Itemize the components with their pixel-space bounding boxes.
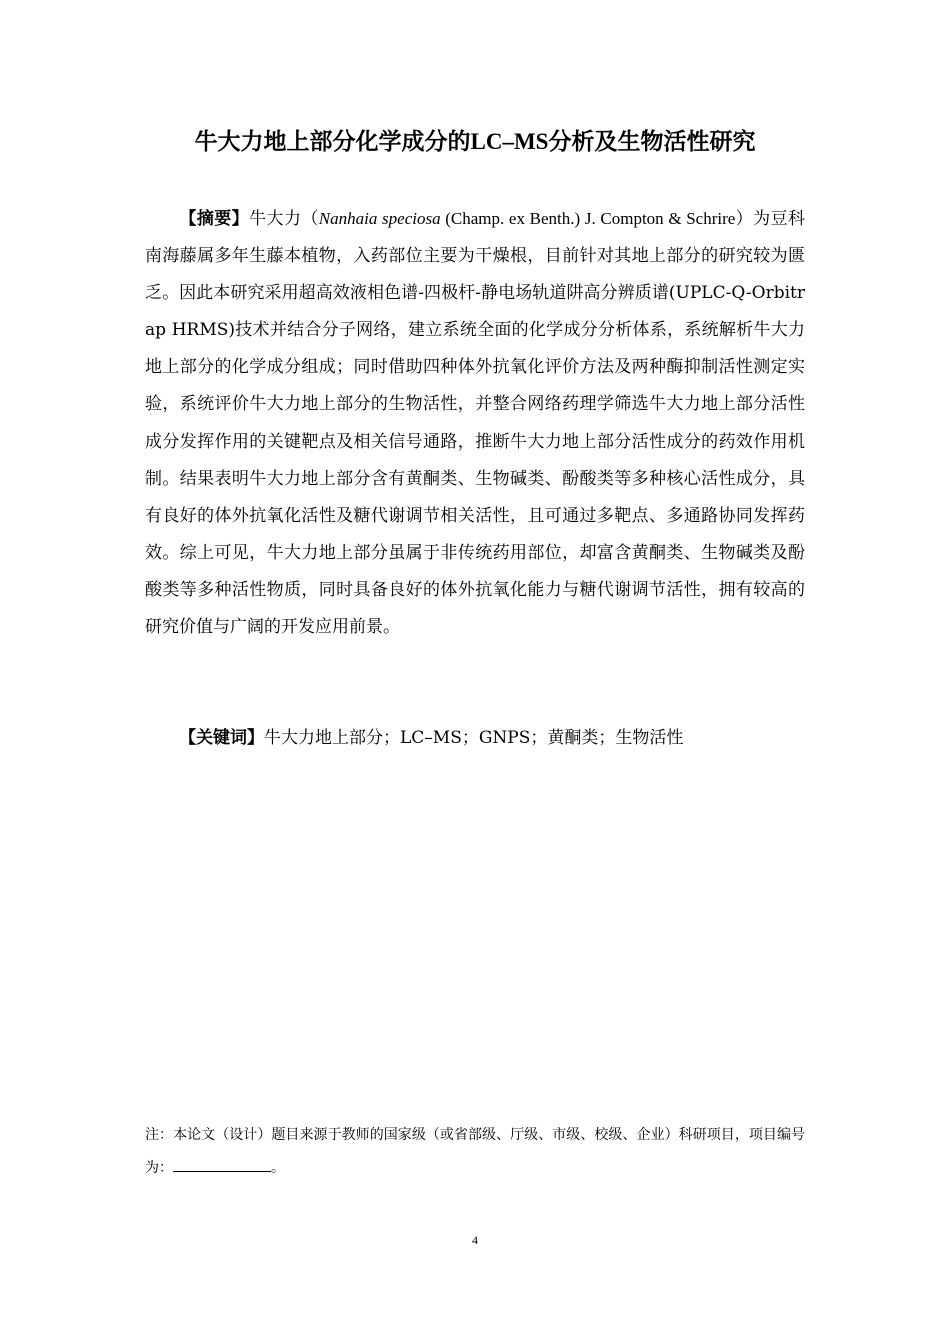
title-latin: LC–MS: [470, 129, 549, 154]
page-title: [0, 125, 950, 159]
abstract-text: ）为豆科南海藤属多年生藤本植物，入药部位主要为干燥根，目前针对其地上部分的研究较为匮乏。因此本研究采用超高效液相色谱-四极杆-静电场轨道阱高分辨质谱(UPLC-Q-Orbitrap HRMS)技术并结合分子网络，建立系统全面的化学成分分析体系，系统解析牛大力地上部分的化学成分组成；同时借助四种体外抗氧化评价方法及两种酶抑制活性测定实验，系统评价牛大力地上部分的生物活性，并整合网络药理学筛选牛大力地上部分活性成分发挥作用的关键靶点及相关信号通路，推断牛大力地上部分活性成分的药效作用机制。结果表明牛大力地上部分含有黄酮类、生物碱类、酚酸类等多种核心活性成分，具有良好的体外抗氧化活性及糖代谢调节相关活性，且可通过多靶点、多通路协同发挥药效。综上可见，牛大力地上部分虽属于非传统药用部位，却富含黄酮类、生物碱类及酚酸类等多种活性物质，同时具备良好的体外抗氧化能力与糖代谢调节活性，拥有较高的研究价值与广阔的开发应用前景。: [145, 209, 806, 638]
footnote: [145, 1119, 805, 1185]
title-part2: 分析及生物活性研究: [548, 128, 756, 155]
abstract-paragraph: [145, 200, 805, 646]
title-part1: 牛大力地上部分化学成分的: [194, 128, 471, 155]
keywords-text: 牛大力地上部分；LC–MS；GNPS；黄酮类；生物活性: [264, 728, 684, 748]
footnote-text: 注：本论文（设计）题目来源于教师的国家级（或省部级、厅级、市级、校级、企业）科研项目，项目编号为：: [145, 1127, 805, 1176]
page-number: 4: [472, 1233, 478, 1247]
footnote-end: 。: [271, 1160, 285, 1176]
abstract-text-before: 牛大力（: [249, 209, 319, 229]
species-authority: (Champ. ex Benth.) J. Compton & Schrire: [440, 209, 736, 228]
project-number-blank: [173, 1157, 271, 1172]
abstract-label: 【摘要】: [179, 209, 250, 229]
species-name: Nanhaia speciosa: [318, 209, 441, 228]
keywords-paragraph: [145, 720, 805, 757]
keywords-label: 【关键词】: [179, 728, 264, 748]
